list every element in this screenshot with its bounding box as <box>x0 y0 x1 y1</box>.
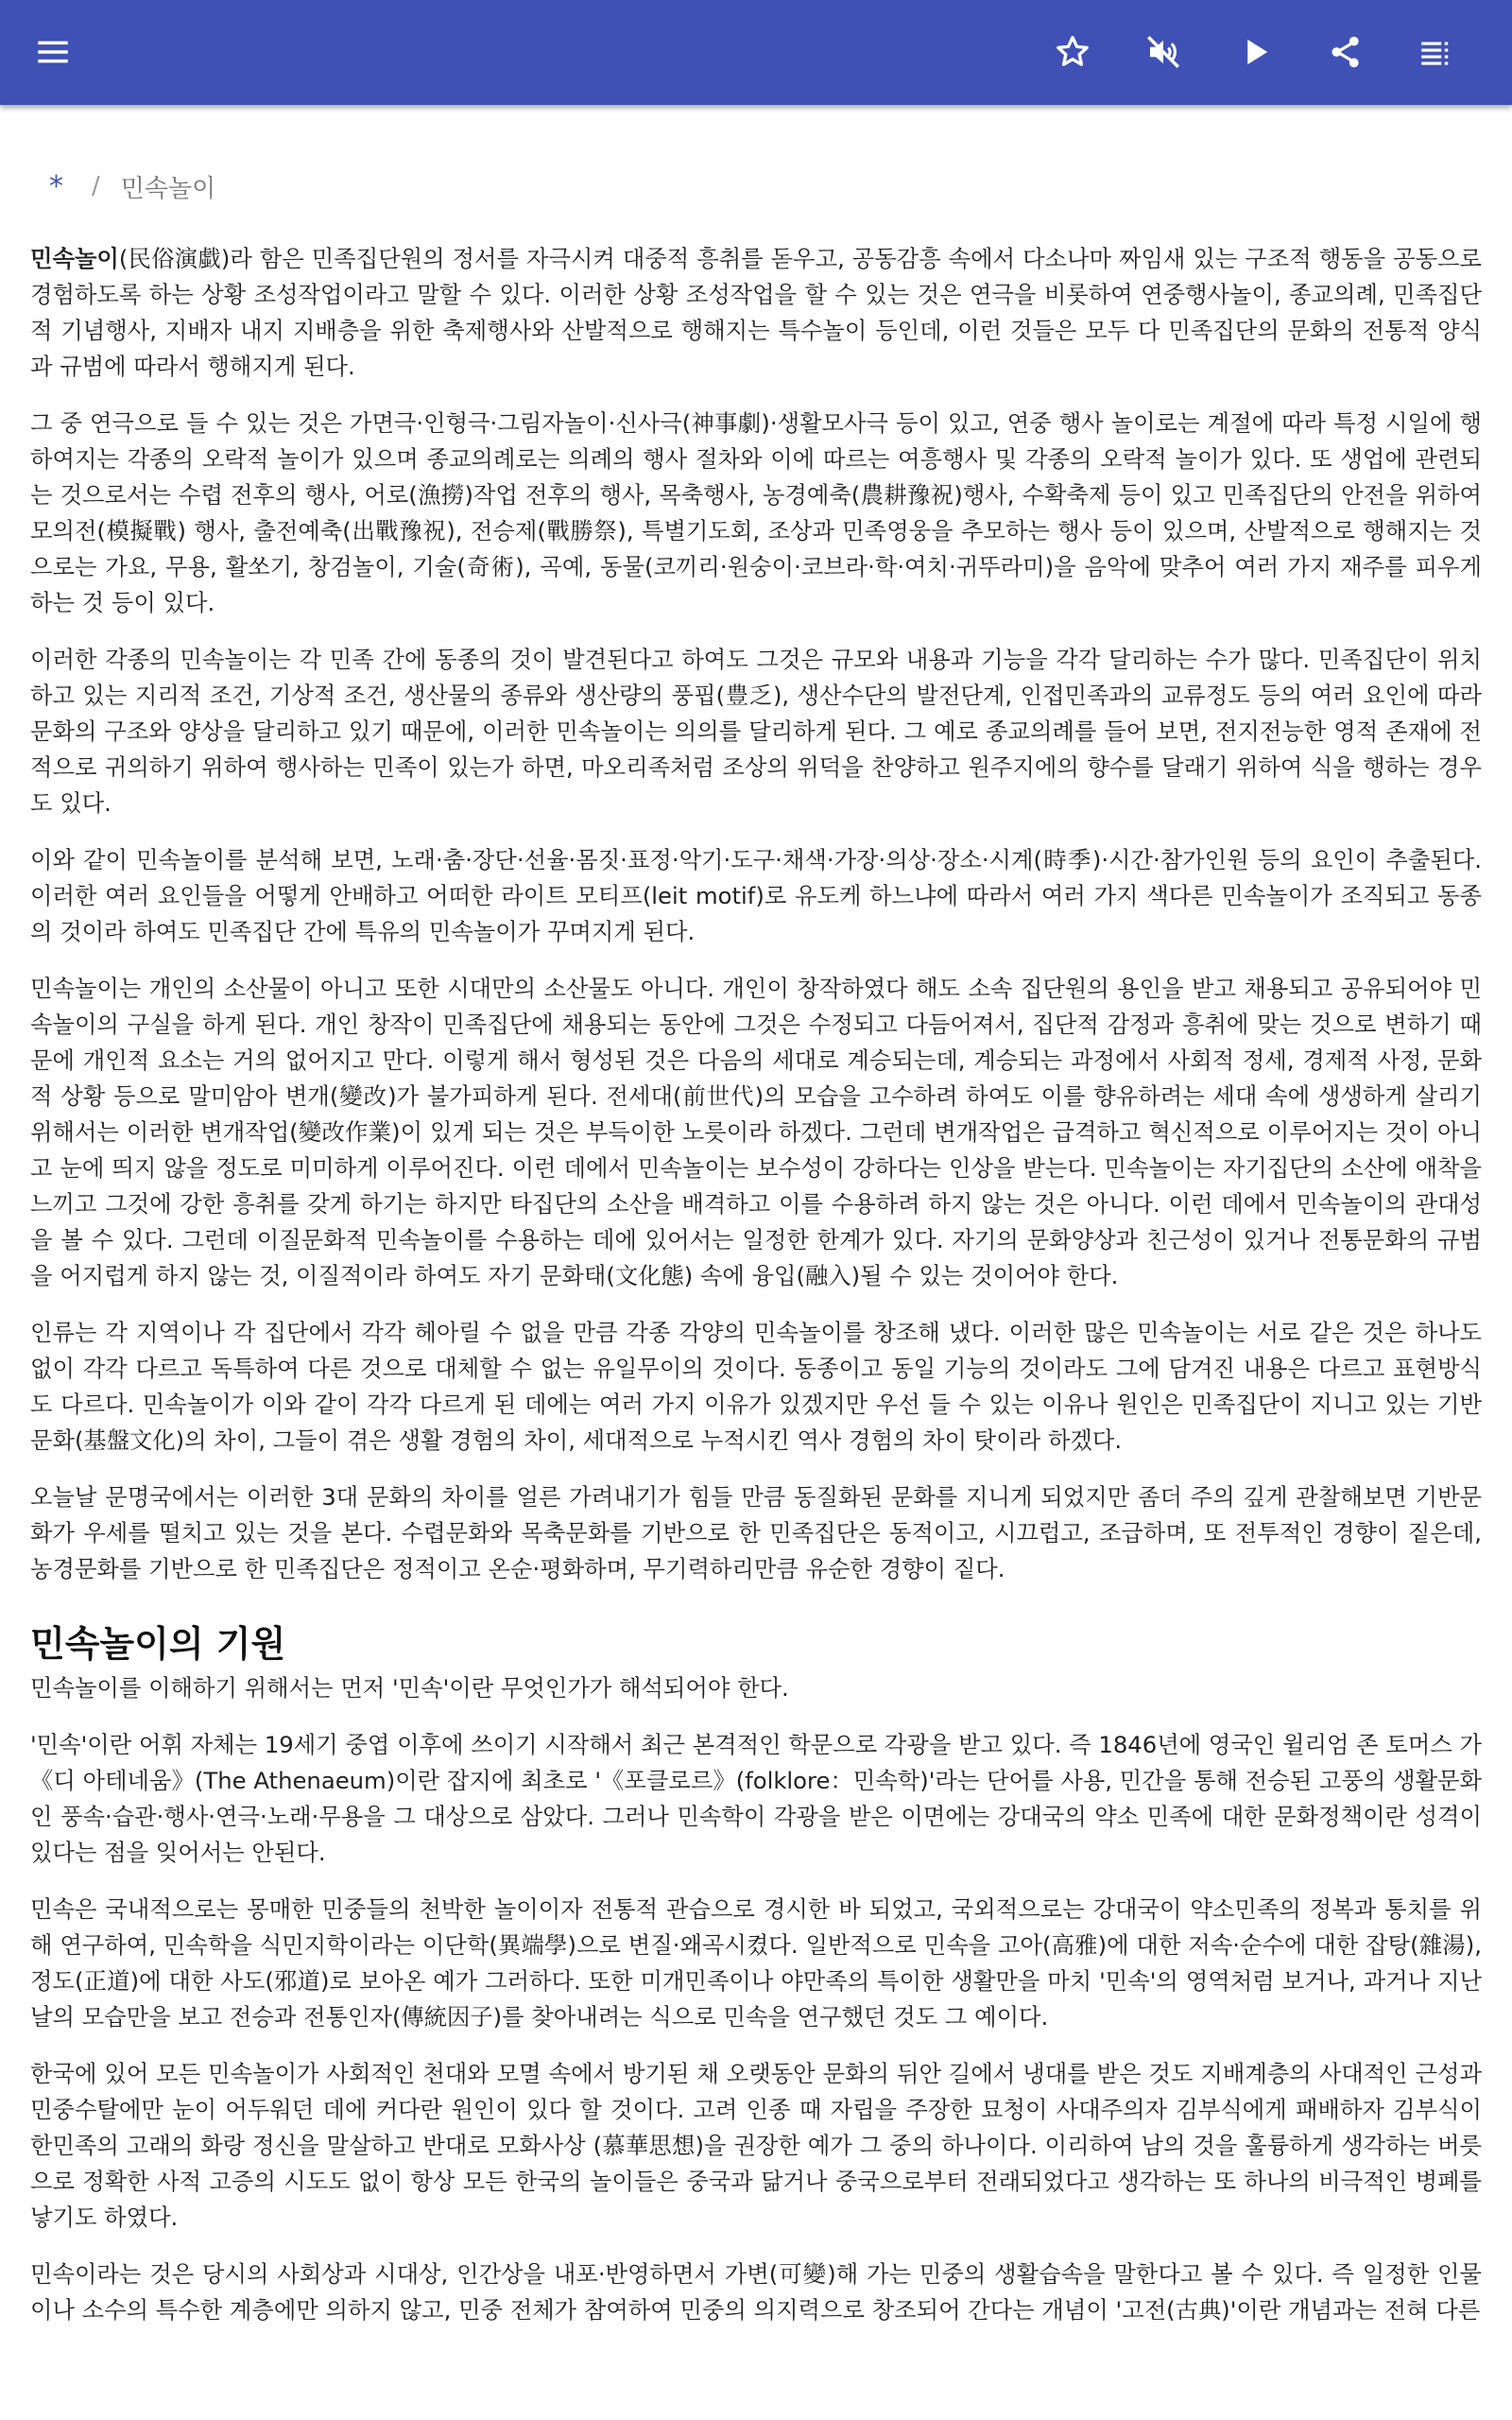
section-heading: 민속놀이의 기원 <box>30 1623 286 1665</box>
paragraph-7: 오늘날 문명국에서는 이러한 3대 문화의 차이를 얼른 가려내기가 힘들 만큼 동질화된 문화를 지니게 되었지만 좀더 주의 깊게 관찰해보면 기반문화가 우세를 떨치고 있는 것을 본다. 수렵문화와 목축문화를 기반으로 한 민족집단은 동적이고, 시끄럽고, 조급하며, 또 전투적인 경향이 짙은데, 농경문화를 기반으로 한 민족집단은 정적이고 온순·평화하며, 무기력하리만큼 유순한 경향이 짙다. <box>30 1483 1482 1582</box>
hamburger-menu-icon <box>33 32 73 72</box>
intro-text: (民俗演戱)라 함은 민족집단원의 정서를 자극시켜 대중적 흥취를 돋우고, 공동감흥 속에서 다소나마 짜임새 있는 구조적 행동을 공동으로 경험하도록 하는 상황 조성작업이라고 말할 수 있다. 이러한 상황 조성작업을 할 수 있는 것은 연극을 비롯하여 연중행사놀이, 종교의례, 민족집단적 기념행사, 지배자 내지 지배층을 위한 축제행사와 산발적으로 행해지는 특수놀이 등인데, 이런 것들은 모두 다 민족집단의 문화의 전통적 양식과 규범에 따라서 행해지게 된다. <box>30 245 1482 380</box>
share-icon <box>1326 32 1366 72</box>
section-paragraph-5: 민속이라는 것은 당시의 사회상과 시대상, 인간상을 내포·반영하면서 가변(可變)해 가는 민중의 생활습속을 말한다고 볼 수 있다. 즉 일정한 인물이나 소수의 특수한 계층에만 의하지 않고, 민중 전체가 참여하여 민중의 의지력으로 창조되어 간다는 개념이 '고전(古典)'이란 개념과는 전혀 다른 <box>30 2260 1482 2324</box>
bookmark-button[interactable] <box>1042 22 1103 82</box>
paragraph-5: 민속놀이는 개인의 소산물이 아니고 또한 시대만의 소산물도 아니다. 개인이 창작하였다 해도 소속 집단원의 용인을 받고 채용되고 공유되어야 민속놀이의 구실을 하게 된다. 개인 창작이 민족집단에 채용되는 동안에 그것은 수정되고 다듬어져서, 집단적 감정과 흥취에 맞는 것으로 변하기 때문에 개인적 요소는 거의 없어지고 만다. 이렇게 해서 형성된 것은 다음의 세대로 계승되는데, 계승되는 과정에서 사회적 정세, 경제적 사정, 문화적 상황 등으로 말미암아 변개(變改)가 불가피하게 된다. 전세대(前世代)의 모습을 고수하려 하여도 이를 향유하려는 세대 속에 생생하게 살리기 위해서는 이러한 변개작업(變改作業)이 있게 되는 것은 부득이한 노릇이라 하겠다. 그런데 변개작업은 급격하고 혁신적으로 이루어지는 것이 아니고 눈에 띄지 않을 정도로 미미하게 이루어진다. 이런 데에서 민속놀이는 보수성이 강하다는 인상을 받는다. 민속놀이는 자기집단의 소산에 애착을 느끼고 그것에 강한 흥취를 갖게 하기는 하지만 타집단의 소산을 배격하고 이를 수용하려 하지 않는 것은 아니다. 이런 데에서 민속놀이의 관대성을 볼 수 있다. 그런데 이질문화적 민속놀이를 수용하는 데에 있어서는 일정한 한계가 있다. 자기의 문화양상과 친근성이 있거나 전통문화의 규범을 어지럽게 하지 않는 것, 이질적이라 하여도 자기 문화태(文化態) 속에 융입(融入)될 수 있는 것이어야 한다. <box>30 975 1482 1289</box>
app-bar <box>0 0 1512 105</box>
section-paragraph-1: 민속놀이를 이해하기 위해서는 먼저 '민속'이란 무엇인가가 해석되어야 한다. <box>30 1674 789 1702</box>
play-button[interactable] <box>1226 22 1286 82</box>
breadcrumb <box>30 165 1482 207</box>
menu-button[interactable] <box>23 22 83 82</box>
section-paragraph-4: 한국에 있어 모든 민속놀이가 사회적인 천대와 모멸 속에서 방기된 채 오랫동안 문화의 뒤안 길에서 냉대를 받은 것도 지배계층의 사대적인 근성과 민중수탈에만 눈이 어두워던 데에 커다란 원인이 있다 할 것이다. 고려 인종 때 자립을 주장한 묘청이 사대주의자 김부식에게 패배하자 김부식이 한민족의 고래의 화랑 정신을 말살하고 반대로 모화사상 (慕華思想)을 권장한 예가 그 중의 하나이다. 이리하여 남의 것을 훌륭하게 생각하는 버릇으로 정확한 사적 고증의 시도도 없이 항상 모든 한국의 놀이들은 중국과 닮거나 중국으로부터 전래되었다고 생각하는 또 하나의 비극적인 병폐를 낳기도 하였다. <box>30 2060 1482 2231</box>
paragraph-4: 이와 같이 민속놀이를 분석해 보면, 노래·춤·장단·선율·몸짓·표정·악기·도구·채색·가장·의상·장소·시계(時季)·시간·참가인원 등의 요인이 추출된다. 이러한 여러 요인들을 어떻게 안배하고 어떠한 라이트 모티프(leit motif)로 유도케 하느냐에 따라서 여러 가지 색다른 민속놀이가 조직되고 동종의 것이라 하여도 민족집단 간에 특유의 민속놀이가 꾸며지게 된다. <box>30 846 1482 945</box>
mute-button[interactable] <box>1133 22 1194 82</box>
article-content <box>30 105 1482 2328</box>
section-paragraph-3: 민속은 국내적으로는 몽매한 민중들의 천박한 놀이이자 전통적 관습으로 경시한 바 되었고, 국외적으로는 강대국이 약소민족의 정복과 통치를 위해 연구하여, 민속학을 식민지학이라는 이단학(異端學)으로 변질·왜곡시켰다. 일반적으로 민속을 고아(高雅)에 대한 저속·순수에 대한 잡탕(雜湯), 정도(正道)에 대한 사도(邪道)로 보아온 예가 그러하다. 또한 미개민족이나 야만족의 특이한 생활만을 마치 '민속'의 영역처럼 보거나, 과거나 지난날의 모습만을 보고 전승과 전통인자(傳統因子)를 찾아내려는 식으로 민속을 연구했던 것도 그 예이다. <box>30 1895 1483 2031</box>
star-icon <box>1053 32 1092 72</box>
paragraph-3: 이러한 각종의 민속놀이는 각 민족 간에 동종의 것이 발견된다고 하여도 그것은 규모와 내용과 기능을 각각 달리하는 수가 많다. 민족집단이 위치하고 있는 지리적 조건, 기상적 조건, 생산물의 종류와 생산량의 풍핍(豊乏), 생산수단의 발전단계, 인접민족과의 교류정도 등의 여러 요인에 따라 문화의 구조와 양상을 달리하고 있기 때문에, 이러한 민속놀이는 의의를 달리하게 된다. 그 예로 종교의례를 들어 보면, 전지전능한 영적 존재에 전적으로 귀의하기 위하여 행사하는 민족이 있는가 하면, 마오리족처럼 조상의 위덕을 찬양하고 원주지에의 향수를 달래기 위하여 식을 행하는 경우도 있다. <box>30 646 1482 817</box>
play-icon <box>1236 32 1276 72</box>
playlist-icon <box>1417 32 1456 72</box>
breadcrumb-home-link[interactable]: * <box>49 169 63 203</box>
breadcrumb-current: 민속놀이 <box>120 174 216 203</box>
paragraph-6: 인류는 각 지역이나 각 집단에서 각각 헤아릴 수 없을 만큼 각종 각양의 민속놀이를 창조해 냈다. 이러한 많은 민속놀이는 서로 같은 것은 하나도 없이 각각 다르고 독특하여 다른 것으로 대체할 수 없는 유일무이의 것이다. 동종이고 동일 기능의 것이라도 그에 담겨진 내용은 다르고 표현방식도 다르다. 민속놀이가 이와 같이 각각 다르게 된 데에는 여러 가지 이유가 있겠지만 우선 들 수 있는 이유나 원인은 민족집단이 지니고 있는 기반문화(基盤文化)의 차이, 그들이 겪은 생활 경험의 차이, 세대적으로 누적시킨 역사 경험의 차이 탓이라 하겠다. <box>30 1319 1482 1454</box>
article-term: 민속놀이 <box>30 245 119 272</box>
intro-paragraph <box>30 241 1482 385</box>
breadcrumb-separator: / <box>92 172 100 200</box>
contents-button[interactable] <box>1406 22 1467 82</box>
section-paragraph-2: '민속'이란 어휘 자체는 19세기 중엽 이후에 쓰이기 시작해서 최근 본격적인 학문으로 각광을 받고 있다. 즉 1846년에 영국인 윌리엄 존 토머스 가 《디 아테네움》(The Athenaeum)이란 잡지에 최초로 '《포클로르》(folklore：민속학)'라는 단어를 사용, 민간을 통해 전승된 고풍의 생활문화인 풍속·습관·행사·연극·노래·무용을 그 대상으로 삼았다. 그러나 민속학이 각광을 받은 이면에는 강대국의 약소 민족에 대한 문화정책이란 성격이 있다는 점을 잊어서는 안된다. <box>30 1731 1482 1866</box>
paragraph-2: 그 중 연극으로 들 수 있는 것은 가면극·인형극·그림자놀이·신사극(神事劇)·생활모사극 등이 있고, 연중 행사 놀이로는 계절에 따라 특정 시일에 행하여지는 각종의 오락적 놀이가 있으며 종교의례로는 의례의 행사 절차와 이에 따르는 여흥행사 및 각종의 오락적 놀이가 있다. 또 생업에 관련되는 것으로서는 수렵 전후의 행사, 어로(漁撈)작업 전후의 행사, 목축행사, 농경예축(農耕豫祝)행사, 수확축제 등이 있고 민족집단의 안전을 위하여 모의전(模擬戰) 행사, 출전예축(出戰豫祝), 전승제(戰勝祭), 특별기도회, 조상과 민족영웅을 추모하는 행사 등이 있으며, 산발적으로 행해지는 것으로는 가요, 무용, 활쏘기, 창검놀이, 기술(奇術), 곡예, 동물(코끼리·원숭이·코브라·학·여치·귀뚜라미)을 음악에 맞추어 여러 가지 재주를 피우게 하는 것 등이 있다. <box>30 409 1482 616</box>
volume-off-icon <box>1143 32 1183 72</box>
share-button[interactable] <box>1315 22 1376 82</box>
